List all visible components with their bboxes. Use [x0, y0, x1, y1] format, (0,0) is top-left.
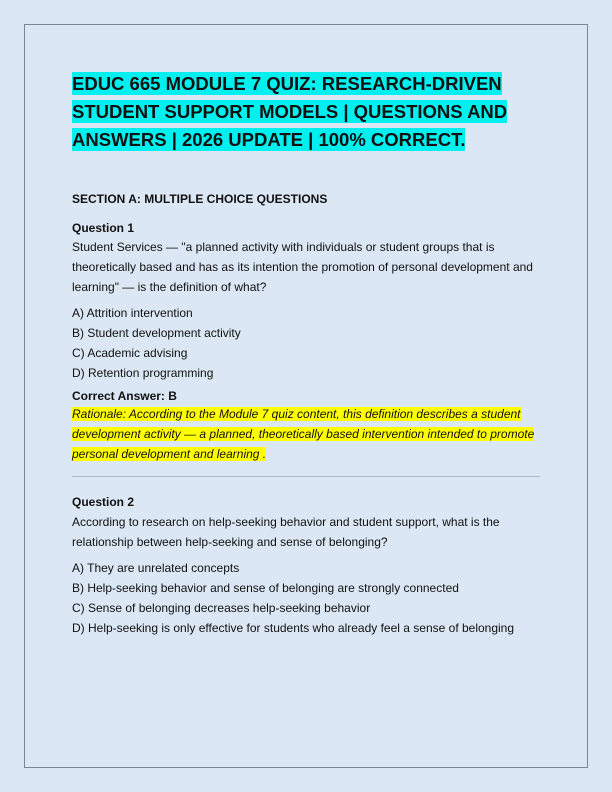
- question-1-rationale-text: Rationale: According to the Module 7 quiz content, this definition describes a student development activity — a planned, theoretically based intervention intended to promote personal development and learning .: [72, 407, 535, 461]
- question-1-correct-answer: Correct Answer: B: [72, 389, 177, 403]
- option-a: A) They are unrelated concepts: [72, 561, 240, 575]
- document-body: [72, 70, 542, 638]
- question-2-label: Question 2: [72, 495, 135, 509]
- option-c: C) Sense of belonging decreases help-seeking behavior: [72, 601, 371, 615]
- option-c: C) Academic advising: [72, 346, 188, 360]
- question-1-block: [72, 220, 542, 464]
- option-d: D) Help-seeking is only effective for students who already feel a sense of belonging: [72, 621, 515, 635]
- document-title: [72, 70, 542, 154]
- option-b: B) Student development activity: [72, 326, 241, 340]
- option-d: D) Retention programming: [72, 366, 214, 380]
- question-1-label: Question 1: [72, 221, 135, 235]
- option-a: A) Attrition intervention: [72, 306, 193, 320]
- document-title-text: EDUC 665 MODULE 7 QUIZ: RESEARCH-DRIVEN STUDENT SUPPORT MODELS | QUESTIONS AND ANSWERS | 2026 UPDATE | 100% CORRECT.: [72, 73, 508, 150]
- question-2-block: [72, 494, 542, 638]
- question-1-text: Student Services — "a planned activity with individuals or student groups that is theoretically based and has as its intention the promotion of personal development and learning" — is the definition of what?: [72, 240, 533, 294]
- question-1-rationale: [72, 404, 542, 464]
- option-b: B) Help-seeking behavior and sense of belonging are strongly connected: [72, 581, 459, 595]
- question-2-options: [72, 558, 542, 638]
- question-1-options: [72, 303, 542, 383]
- section-heading: SECTION A: MULTIPLE CHOICE QUESTIONS: [72, 192, 328, 206]
- section-divider: [72, 476, 540, 477]
- question-2-text: According to research on help-seeking behavior and student support, what is the relationship between help-seeking and sense of belonging?: [72, 515, 500, 549]
